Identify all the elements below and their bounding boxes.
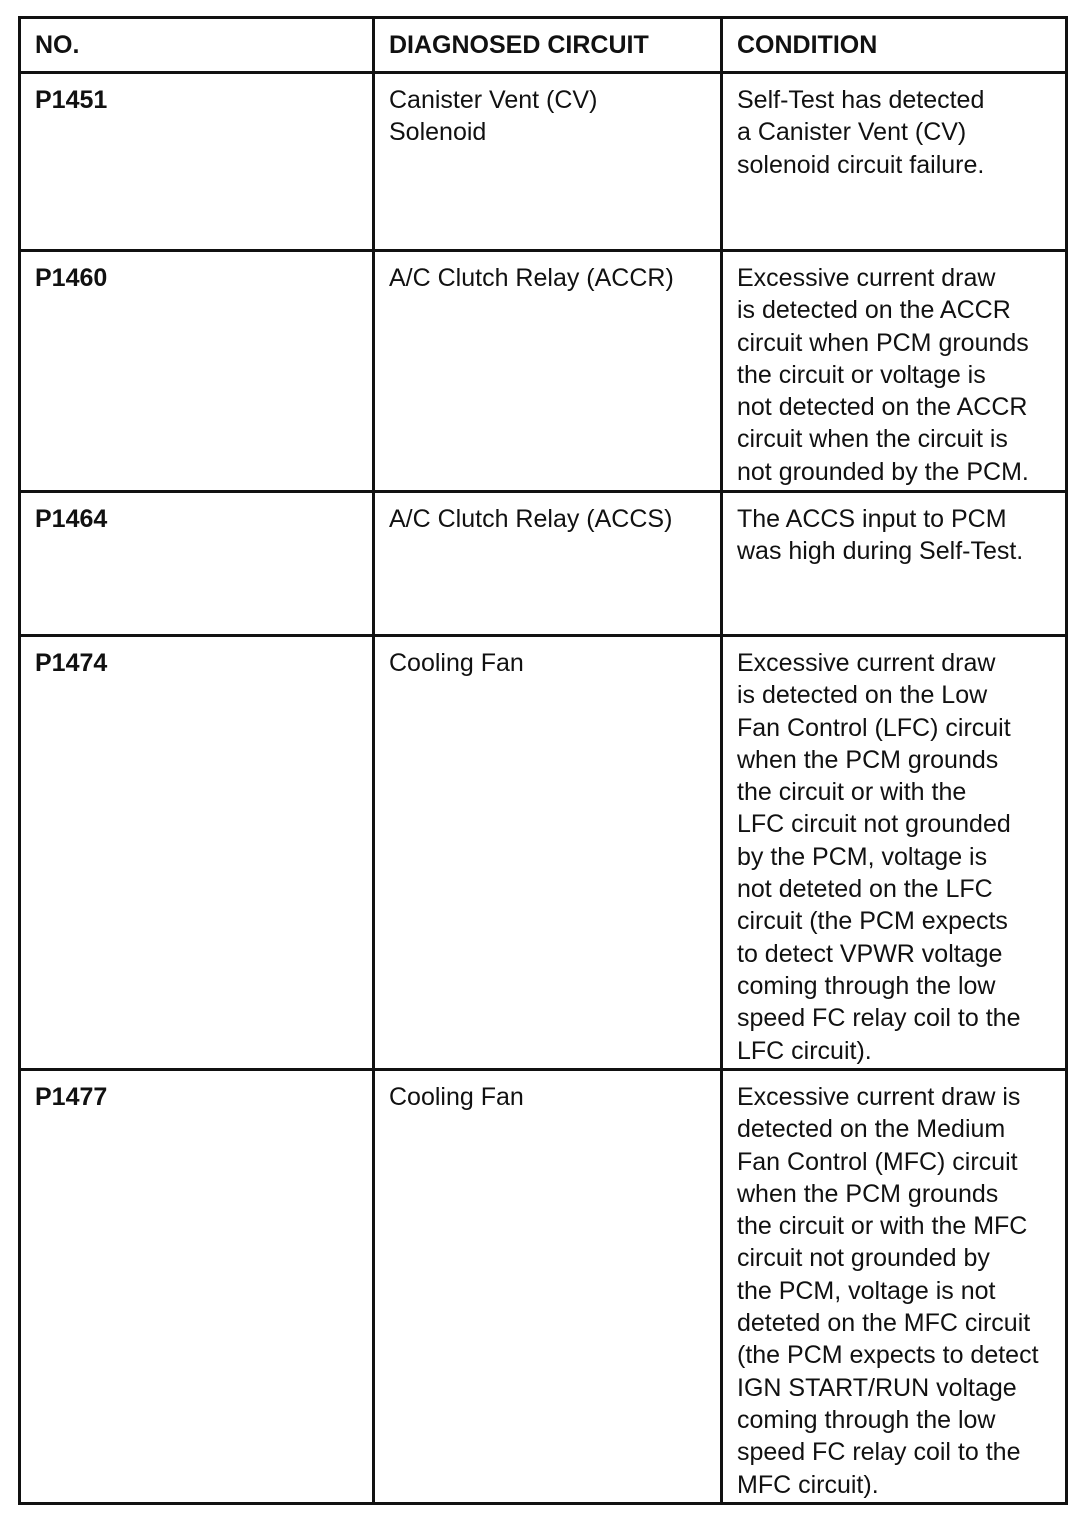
circuit-cell: A/C Clutch Relay (ACCS) [375,493,723,634]
circuit-cell: Cooling Fan [375,1071,723,1502]
table-row [21,490,1065,634]
header-condition: CONDITION [737,31,878,59]
diagnostic-code-table [18,16,1068,1505]
table-header-row [21,19,1065,71]
condition-cell: Excessive current draw is detected on the Low Fan Control (LFC) circuit when the PCM grounds the circuit or with the LFC circuit not grounded by the PCM, voltage is not deteted on the LFC circuit (the PCM expects to detect VPWR voltage coming through the low speed FC relay coil to the LFC circuit). [737,649,1021,1065]
circuit-cell: A/C Clutch Relay (ACCR) [375,252,723,490]
header-diagnosed-circuit: DIAGNOSED CIRCUIT [375,19,723,71]
header-no: NO. [21,19,375,71]
condition-cell: Excessive current draw is detected on the ACCR circuit when PCM grounds the circuit or voltage is not detected on the ACCR circuit when the circuit is not grounded by the PCM. [737,264,1029,486]
code-cell: P1460 [21,252,375,490]
condition-cell: Excessive current draw is detected on the Medium Fan Control (MFC) circuit when the PCM grounds the circuit or with the MFC circuit not grounded by the PCM, voltage is not deteted on the MFC circuit (the PCM expects to detect IGN START/RUN voltage coming through the low speed FC relay coil to the MFC circuit). [737,1083,1039,1499]
table-row [21,1068,1065,1502]
circuit-cell: Cooling Fan [375,637,723,1068]
condition-cell: Self-Test has detected a Canister Vent (CV) solenoid circuit failure. [737,86,985,179]
code-cell: P1451 [21,74,375,249]
condition-cell: The ACCS input to PCM was high during Self-Test. [737,505,1024,566]
table-row [21,634,1065,1068]
table-row [21,71,1065,249]
code-cell: P1474 [21,637,375,1068]
table-row [21,249,1065,490]
circuit-cell: Canister Vent (CV) Solenoid [375,74,723,249]
code-cell: P1477 [21,1071,375,1502]
code-cell: P1464 [21,493,375,634]
